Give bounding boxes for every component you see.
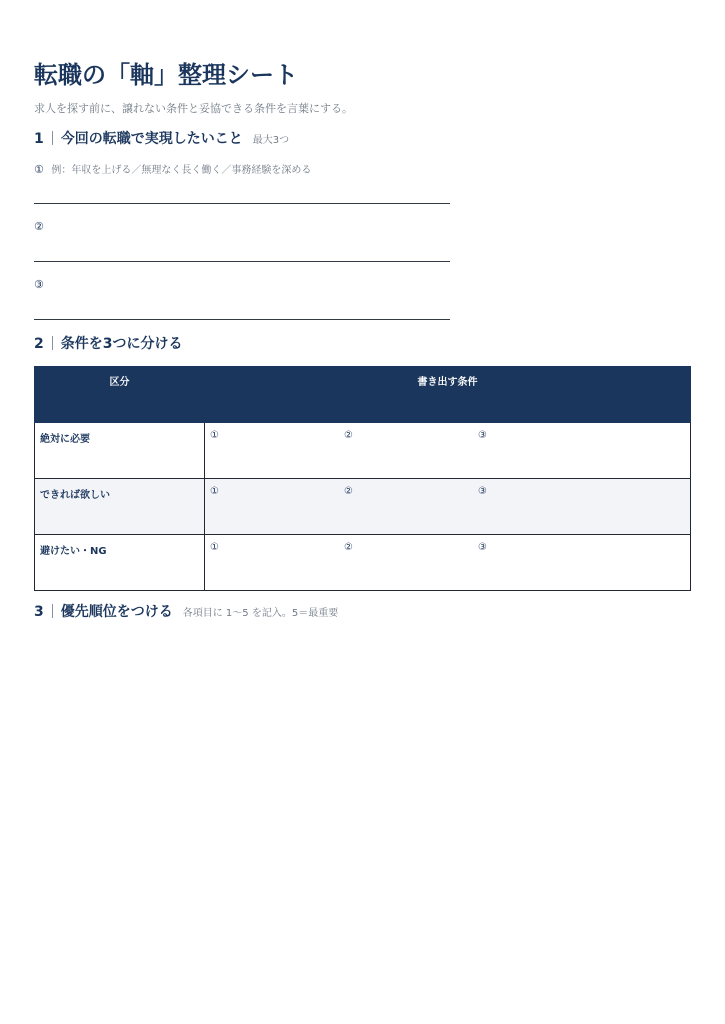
table-row [35, 423, 691, 479]
table-row [35, 535, 691, 591]
section-1-number: 1 [34, 131, 44, 147]
table-header-category: 区分 [35, 367, 205, 423]
section-2-heading [34, 333, 183, 353]
condition-slot[interactable]: ① [210, 486, 219, 497]
section-3-number: 3 [34, 604, 44, 620]
condition-slot[interactable]: ③ [478, 486, 487, 497]
conditions-table [34, 366, 691, 591]
goal-write-line-2[interactable] [34, 261, 450, 262]
row-conditions-cell[interactable] [205, 423, 691, 479]
goal-write-line-1[interactable] [34, 203, 450, 204]
condition-slot[interactable]: ② [344, 430, 353, 441]
goal-item-marker: ② [34, 220, 44, 233]
section-3-heading [34, 601, 338, 621]
section-divider [52, 604, 53, 618]
section-divider [52, 336, 53, 350]
row-category: 絶対に必要 [35, 423, 205, 479]
condition-slot[interactable]: ① [210, 542, 219, 553]
condition-slot[interactable]: ③ [478, 430, 487, 441]
section-divider [52, 131, 53, 145]
section-3-note: 各項目に 1〜5 を記入。5＝最重要 [182, 608, 339, 619]
goal-item-2 [34, 220, 44, 233]
section-1-heading [34, 128, 289, 148]
table-header-row [35, 367, 691, 423]
row-category: 避けたい・NG [35, 535, 205, 591]
table-header-conditions: 書き出す条件 [205, 367, 691, 423]
row-category: できれば欲しい [35, 479, 205, 535]
goal-item-1 [34, 161, 311, 176]
goal-item-hint: 例：年収を上げる／無理なく長く働く／事務経験を深める [51, 165, 312, 176]
goal-item-marker: ① [34, 163, 44, 176]
page-title: 転職の「軸」整理シート [34, 61, 298, 89]
condition-slot[interactable]: ② [344, 486, 353, 497]
table-row [35, 479, 691, 535]
goal-write-line-3[interactable] [34, 319, 450, 320]
goal-item-3 [34, 278, 44, 291]
condition-slot[interactable]: ① [210, 430, 219, 441]
condition-slot[interactable]: ③ [478, 542, 487, 553]
row-conditions-cell[interactable] [205, 535, 691, 591]
page-subtitle: 求人を探す前に、譲れない条件と妥協できる条件を言葉にする。 [34, 102, 353, 115]
condition-slot[interactable]: ② [344, 542, 353, 553]
section-1-note: 最大3つ [252, 135, 290, 146]
row-conditions-cell[interactable] [205, 479, 691, 535]
section-2-title: 条件を3つに分ける [60, 336, 183, 352]
section-3-title: 優先順位をつける [60, 604, 173, 620]
section-2-number: 2 [34, 336, 44, 352]
section-1-title: 今回の転職で実現したいこと [60, 131, 243, 147]
goal-item-marker: ③ [34, 278, 44, 291]
